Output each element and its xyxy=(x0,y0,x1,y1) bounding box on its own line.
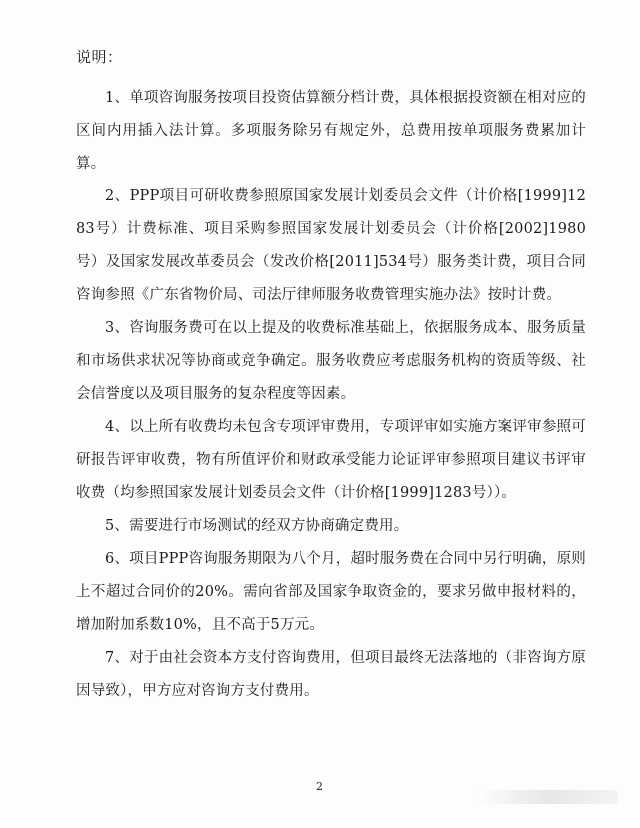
note-paragraph-6: 6、项目PPP咨询服务期限为八个月，超时服务费在合同中另行明确，原则上不超过合同价的20%。需向省部及国家争取资金的，要求另做申报材料的，增加附加系数10%，且不高于5万元。 xyxy=(76,551,586,633)
note-paragraph-7: 7、对于由社会资本方支付咨询费用，但项目最终无法落地的（非咨询方原因导致），甲方应对咨询方支付费用。 xyxy=(76,650,586,699)
note-paragraph-1: 1、单项咨询服务按项目投资估算额分档计费，具体根据投资额在相对应的区间内用插入法计算。多项服务除另有规定外，总费用按单项服务费累加计算。 xyxy=(76,90,586,172)
note-paragraph-5: 5、需要进行市场测试的经双方协商确定费用。 xyxy=(105,518,409,534)
blurred-watermark-area xyxy=(478,790,618,804)
note-paragraph-4: 4、以上所有收费均未包含专项评审费用，专项评审如实施方案评审参照可研报告评审收费，物有所值评价和财政承受能力论证评审参照项目建议书评审收费（均参照国家发展计划委员会文件（计价格[1999]1283号））。 xyxy=(76,419,586,501)
note-paragraph-3: 3、咨询服务费可在以上提及的收费标准基础上，依据服务成本、服务质量和市场供求状况等协商或竞争确定。服务收费应考虑服务机构的资质等级、社会信誉度以及项目服务的复杂程度等因素。 xyxy=(76,320,586,402)
page-number: 2 xyxy=(316,780,323,793)
notes-heading: 说明： xyxy=(76,48,123,66)
note-paragraph-2: 2、PPP项目可研收费参照原国家发展计划委员会文件（计价格[1999]1283号）计费标准、项目采购参照国家发展计划委员会（计价格[2002]1980号）及国家发展改革委员会（发改价格[2011]534号）服务类计费，项目合同咨询参照《广东省物价局、司法厅律师服务收费管理实施办法》按时计费。 xyxy=(76,188,586,303)
